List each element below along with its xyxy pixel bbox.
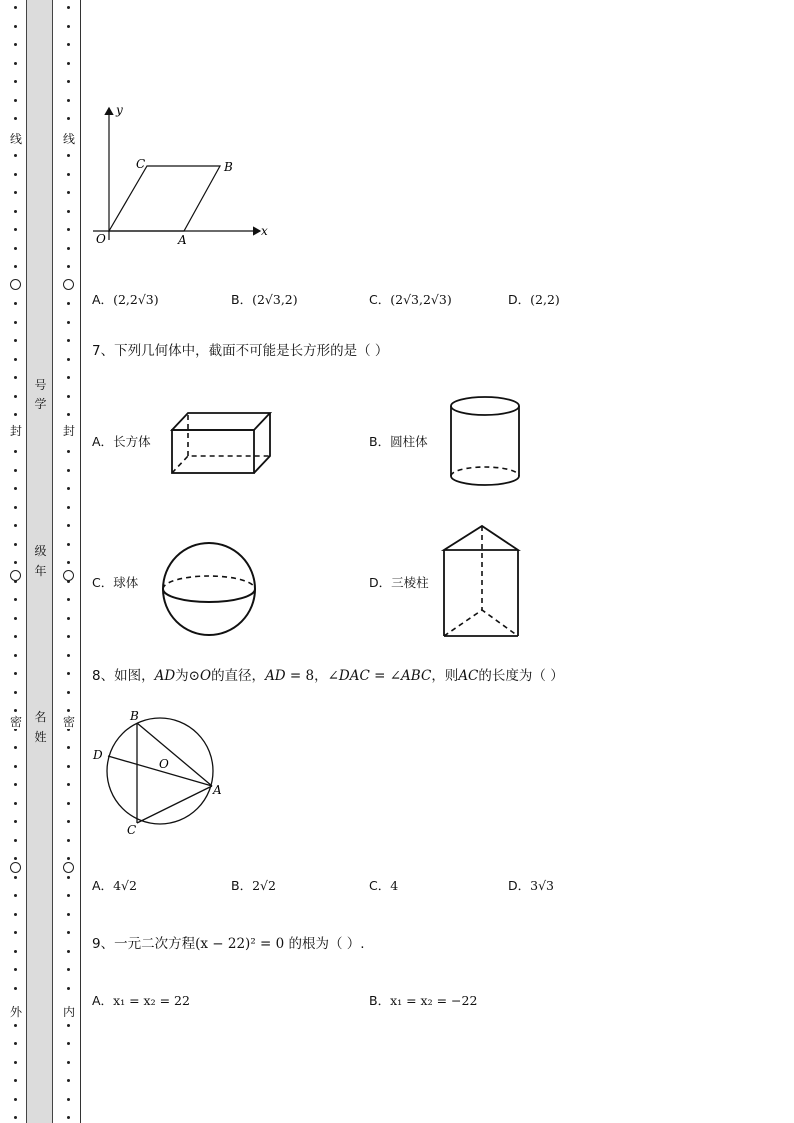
binding-dot [14, 1042, 17, 1045]
binding-dot [67, 506, 70, 509]
option-label: B． [369, 993, 391, 1008]
stem-math: AD [265, 668, 286, 684]
binding-dot [14, 358, 17, 361]
option-label: A． [92, 292, 114, 307]
binding-dot [14, 376, 17, 379]
q8-option-b[interactable] [231, 876, 276, 894]
binding-dot [14, 635, 17, 638]
binding-dot [67, 635, 70, 638]
label-o: O [96, 232, 106, 246]
stem-math: = 8， [285, 668, 328, 684]
binding-dot [14, 857, 17, 860]
binding-dot [14, 894, 17, 897]
binding-dot [14, 6, 17, 9]
margin-mark-secret: 密 [59, 715, 79, 729]
binding-dot [67, 321, 70, 324]
label-x: x [261, 224, 268, 238]
q9-option-b[interactable] [369, 991, 477, 1009]
binding-dot [67, 1098, 70, 1101]
stem-math: AD [154, 668, 176, 684]
binding-dot [14, 598, 17, 601]
margin-circle [63, 862, 74, 873]
stem-text: 的长度为（ ） [478, 668, 564, 684]
option-value: 球体 [113, 575, 139, 590]
margin-mark-seal: 封 [59, 424, 79, 438]
binding-dot [67, 1116, 70, 1119]
binding-dot [67, 469, 70, 472]
option-label: B． [231, 878, 253, 893]
binding-dot [67, 543, 70, 546]
binding-dot [67, 173, 70, 176]
option-label: D． [508, 878, 531, 893]
margin-circle [63, 279, 74, 290]
stem-equation: (x − 22)² = 0 [195, 936, 285, 952]
binding-dot [67, 1042, 70, 1045]
binding-dot [14, 191, 17, 194]
binding-dot [14, 99, 17, 102]
margin-mark-seal: 封 [6, 424, 26, 438]
option-label: C． [369, 292, 391, 307]
binding-dot [67, 913, 70, 916]
binding-dot [67, 80, 70, 83]
binding-dot [14, 672, 17, 675]
binding-dot [67, 247, 70, 250]
binding-dot [67, 561, 70, 564]
strip-label: 级 [34, 544, 47, 558]
binding-dot [14, 1061, 17, 1064]
label-c: C [127, 823, 137, 837]
student-info-strip [26, 0, 53, 1123]
strip-label: 号 [34, 378, 47, 392]
binding-dot [67, 358, 70, 361]
binding-dot [67, 654, 70, 657]
binding-dot [67, 265, 70, 268]
q8-stem [92, 664, 564, 684]
binding-margin-outer [0, 0, 28, 1123]
strip-label: 年 [34, 564, 47, 578]
binding-dot [14, 339, 17, 342]
label-b: B [224, 160, 233, 174]
binding-dot [14, 395, 17, 398]
binding-dot [14, 765, 17, 768]
stem-text: 的根为（ ）. [284, 936, 365, 952]
cuboid-figure [166, 408, 276, 478]
binding-dot [14, 709, 17, 712]
q7-option-d[interactable] [369, 573, 429, 591]
q8-circle-figure [88, 706, 228, 841]
option-label: B． [369, 434, 391, 449]
stem-text: 的直径， [211, 668, 266, 684]
binding-dot [14, 876, 17, 879]
margin-circle [10, 570, 21, 581]
strip-label: 名 [34, 710, 47, 724]
binding-dot [14, 524, 17, 527]
option-value: 长方体 [113, 434, 151, 449]
stem-math: = [369, 668, 390, 684]
option-label: A． [92, 434, 114, 449]
binding-dot [14, 820, 17, 823]
binding-dot [67, 25, 70, 28]
stem-math: ⊙O [188, 668, 212, 684]
label-a: A [213, 783, 222, 797]
q7-stem: 7、下列几何体中，截面不可能是长方形的是（ ） [92, 343, 389, 359]
q8-option-a[interactable] [92, 876, 137, 894]
binding-dot [67, 765, 70, 768]
stem-math: AC [458, 668, 479, 684]
binding-dot [14, 1079, 17, 1082]
margin-mark-inside: 内 [59, 1005, 79, 1019]
binding-dot [67, 987, 70, 990]
binding-dot [14, 154, 17, 157]
margin-mark-outside: 外 [6, 1005, 26, 1019]
margin-circle [63, 570, 74, 581]
binding-dot [67, 783, 70, 786]
binding-dot [67, 524, 70, 527]
binding-dot [67, 339, 70, 342]
binding-dot [67, 1024, 70, 1027]
sphere-figure [158, 538, 260, 640]
binding-margin-inner [53, 0, 81, 1123]
binding-dot [14, 302, 17, 305]
binding-dot [14, 25, 17, 28]
binding-dot [14, 469, 17, 472]
binding-dot [14, 987, 17, 990]
triangular-prism-figure [438, 520, 526, 642]
binding-dot [14, 561, 17, 564]
q7-option-a[interactable] [92, 432, 151, 450]
binding-dot [67, 99, 70, 102]
binding-dot [67, 228, 70, 231]
stem-math: ∠DAC [327, 668, 370, 684]
option-value: 3√3 [530, 878, 555, 893]
binding-dot [67, 931, 70, 934]
binding-dot [14, 839, 17, 842]
q9-option-a[interactable] [92, 991, 190, 1009]
binding-dot [14, 802, 17, 805]
binding-dot [14, 487, 17, 490]
stem-math: ∠ABC [389, 668, 432, 684]
binding-dot [67, 302, 70, 305]
dot-line-inner [64, 0, 74, 1123]
binding-dot [14, 617, 17, 620]
binding-dot [67, 802, 70, 805]
binding-dot [14, 1024, 17, 1027]
stem-text: 为 [175, 668, 189, 684]
binding-dot [14, 913, 17, 916]
binding-dot [14, 543, 17, 546]
binding-dot [67, 617, 70, 620]
binding-dot [67, 672, 70, 675]
binding-dot [67, 43, 70, 46]
binding-dot [14, 1116, 17, 1119]
option-label: B． [231, 292, 253, 307]
strip-label: 姓 [34, 730, 47, 744]
stem-text: ，则 [431, 668, 459, 684]
option-value: x₁ = x₂ = 22 [113, 993, 190, 1008]
label-a: A [178, 233, 187, 247]
binding-dot [67, 1061, 70, 1064]
binding-dot [14, 746, 17, 749]
binding-dot [14, 783, 17, 786]
option-label: A． [92, 993, 114, 1008]
binding-dot [14, 62, 17, 65]
binding-dot [67, 839, 70, 842]
binding-dot [67, 820, 70, 823]
q9-stem [92, 932, 365, 952]
option-label: C． [92, 575, 114, 590]
option-value: (2,2√3) [113, 292, 159, 307]
binding-dot [14, 117, 17, 120]
q7-option-c[interactable] [92, 573, 138, 591]
q7-option-b[interactable] [369, 432, 428, 450]
strip-label: 学 [34, 397, 47, 411]
stem-text: 9、一元二次方程 [92, 936, 196, 952]
binding-dot [67, 395, 70, 398]
parallelogram-oabc [109, 166, 220, 231]
binding-dot [14, 80, 17, 83]
q8-option-d[interactable] [508, 876, 554, 894]
option-value: 4√2 [113, 878, 137, 893]
binding-dot [14, 321, 17, 324]
label-y: y [116, 103, 123, 117]
option-label: A． [92, 878, 114, 893]
option-value: 圆柱体 [390, 434, 428, 449]
binding-dot [14, 43, 17, 46]
margin-circle [10, 279, 21, 290]
label-o: O [159, 757, 169, 771]
q6-option-d[interactable] [508, 290, 560, 308]
option-value: 4 [390, 878, 399, 893]
option-value: 三棱柱 [391, 575, 429, 590]
margin-mark-line: 线 [59, 132, 79, 146]
binding-dot [14, 450, 17, 453]
binding-dot [67, 950, 70, 953]
binding-dot [14, 691, 17, 694]
binding-dot [14, 265, 17, 268]
binding-dot [67, 210, 70, 213]
binding-dot [67, 450, 70, 453]
binding-dot [14, 228, 17, 231]
margin-mark-line: 线 [6, 132, 26, 146]
binding-dot [67, 709, 70, 712]
binding-dot [67, 691, 70, 694]
binding-dot [67, 413, 70, 416]
option-value: (2√3,2) [252, 292, 298, 307]
option-label: C． [369, 878, 391, 893]
option-value: (2,2) [530, 292, 560, 307]
binding-dot [67, 191, 70, 194]
binding-dot [67, 62, 70, 65]
binding-dot [67, 6, 70, 9]
margin-circle [10, 862, 21, 873]
label-d: D [93, 748, 103, 762]
binding-dot [67, 376, 70, 379]
q6-option-b[interactable] [231, 290, 298, 308]
binding-dot [14, 210, 17, 213]
binding-dot [14, 654, 17, 657]
option-value: (2√3,2√3) [390, 292, 452, 307]
binding-dot [14, 173, 17, 176]
option-label: D． [508, 292, 531, 307]
label-b: B [130, 709, 139, 723]
binding-dot [67, 487, 70, 490]
margin-mark-secret: 密 [6, 715, 26, 729]
binding-dot [67, 876, 70, 879]
stem-text: 8、如图， [92, 668, 155, 684]
binding-dot [67, 746, 70, 749]
binding-dot [14, 413, 17, 416]
option-value: 2√2 [252, 878, 276, 893]
binding-dot [67, 117, 70, 120]
binding-dot [67, 154, 70, 157]
label-c: C [136, 157, 146, 171]
binding-dot [67, 598, 70, 601]
cylinder-figure [446, 394, 526, 490]
binding-dot [14, 968, 17, 971]
binding-dot [67, 894, 70, 897]
binding-dot [14, 1098, 17, 1101]
option-label: D． [369, 575, 392, 590]
binding-dot [14, 506, 17, 509]
binding-dot [67, 1079, 70, 1082]
binding-dot [14, 950, 17, 953]
q6-coordinate-figure [88, 100, 278, 250]
binding-dot [14, 931, 17, 934]
q6-option-a[interactable] [92, 290, 159, 308]
q8-option-c[interactable] [369, 876, 398, 894]
q6-option-c[interactable] [369, 290, 452, 308]
dot-line-outer [11, 0, 21, 1123]
binding-dot [14, 247, 17, 250]
binding-dot [67, 857, 70, 860]
option-value: x₁ = x₂ = −22 [390, 993, 478, 1008]
binding-dot [67, 968, 70, 971]
